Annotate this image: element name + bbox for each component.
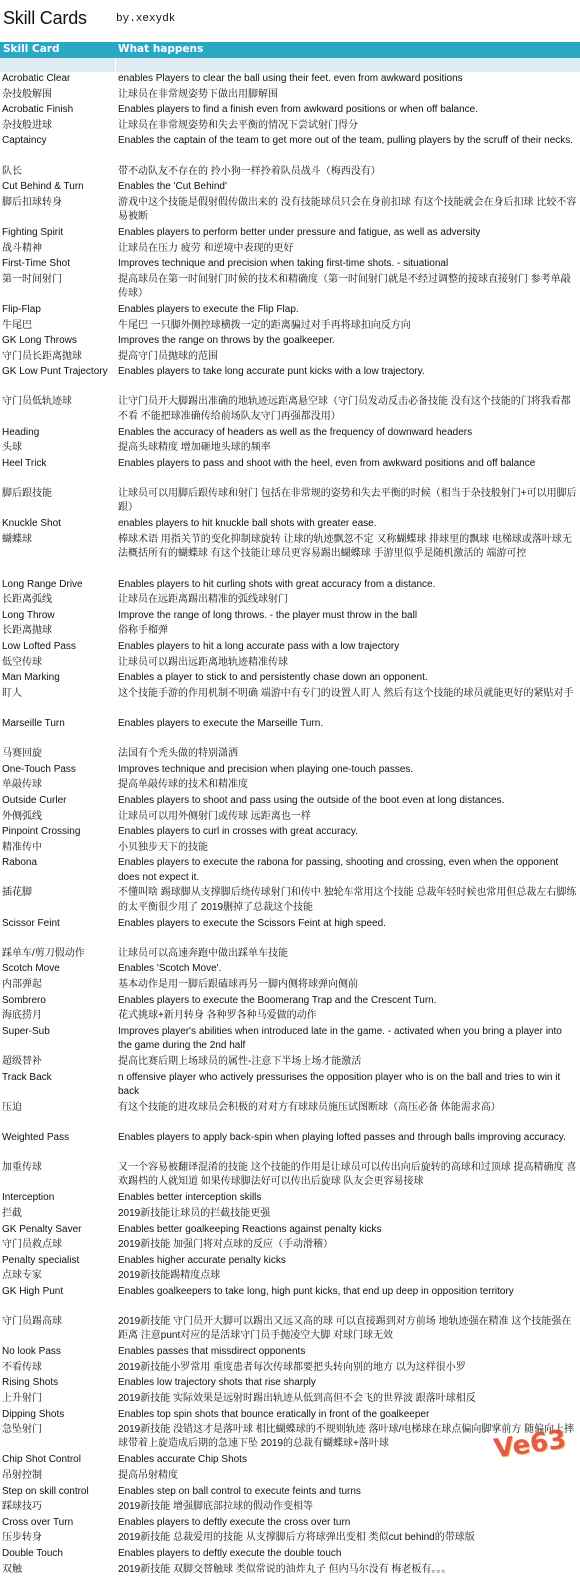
skill-card-description: 让球员可以用脚后跟传球和射门 包括在非常规的姿势和失去平衡的时候（相当于杂技般射门+可以用脚后跟） xyxy=(118,488,577,514)
skill-card-name: 单敲传球 xyxy=(2,779,42,791)
table-row xyxy=(0,257,580,273)
skill-card-name: Outside Curler xyxy=(2,794,67,806)
skill-card-name: 拦截 xyxy=(2,1207,22,1219)
table-row xyxy=(0,303,580,319)
table-row xyxy=(0,319,580,335)
table-row xyxy=(0,1408,580,1424)
skill-card-name: Fighting Spirit xyxy=(2,226,64,238)
skill-card-name: Cut Behind & Turn xyxy=(2,181,84,193)
skill-table-body xyxy=(0,72,580,1578)
author-credit: by.xexydk xyxy=(116,13,176,25)
skill-card-name: 上升射门 xyxy=(2,1393,42,1405)
skill-card-description: 又一个容易被翻译混淆的技能 这个技能的作用是让球员可以传出向后旋转的高球和过顶球 提高精确度 喜欢踢档的人就知道 如果传球脚法好可以传出后旋球 队友会更容易接球 xyxy=(118,1162,577,1188)
skill-card-name: Low Lofted Pass xyxy=(2,640,76,652)
table-row xyxy=(0,426,580,442)
skill-card-name: 守门员低轨迹球 xyxy=(2,396,72,408)
skill-card-description: 提高比赛后期上场球员的属性-注意下半场上场才能激活 xyxy=(118,1056,362,1068)
skill-card-description: 2019新技能 实际效果是远射时踢出轨迹从低到高但不会飞的世界波 跟落叶球相反 xyxy=(118,1393,476,1405)
skill-card-description: Improves player's abilities when introduced late in the game. - activated when you bring a player into the game during the 2nd half xyxy=(118,1025,562,1052)
skill-card-name: 长距离抛球 xyxy=(2,625,52,637)
skill-card-name: 加重传球 xyxy=(2,1162,42,1174)
skill-card-description: 法国有个秃头做的特别潇洒 xyxy=(118,748,238,760)
table-row xyxy=(0,1361,580,1377)
table-row xyxy=(0,1285,580,1315)
skill-card-description: Enables players to execute the Marseille Turn. xyxy=(118,717,324,729)
skill-card-name: Rabona xyxy=(2,857,38,869)
skill-card-name: Interception xyxy=(2,1192,55,1204)
skill-card-name: Marseille Turn xyxy=(2,717,65,729)
skill-card-name: 内部弹起 xyxy=(2,979,42,991)
skill-card-name: Double Touch xyxy=(2,1548,63,1560)
skill-card-name: 急坠射门 xyxy=(2,1424,42,1436)
skill-card-description: 让球员在非常规姿势和失去平衡的情况下尝试射门得分 xyxy=(118,119,358,131)
skill-card-name: GK Long Throws xyxy=(2,335,77,347)
skill-card-name: 守门员长距离抛球 xyxy=(2,350,82,362)
skill-card-description: 棒球术语 用指关节的变化抑制球旋转 让球的轨迹飘忽不定 又称蝴蝶球 排球里的飘球 电梯球或落叶球无法概括所有的蝴蝶球 有这个技能让球员更容易踢出蝴蝶球 手游里似乎是随机激活的 端游可控 xyxy=(118,533,572,560)
skill-card-description: Enables passes that missdirect opponents xyxy=(118,1346,306,1358)
skill-card-description: Enables players to take long accurate punt kicks with a low trajectory. xyxy=(118,366,425,378)
table-row xyxy=(0,1207,580,1223)
skill-card-description: Enables players to find a finish even from awkward positions or when off balance. xyxy=(118,104,479,116)
skill-card-name: 头球 xyxy=(2,442,22,454)
table-row xyxy=(0,1563,580,1578)
skill-card-description: Enables players to hit curling shots with great accuracy from a distance. xyxy=(118,578,436,590)
skill-card-name: Dipping Shots xyxy=(2,1408,65,1420)
skill-card-description: Enables a player to stick to and persistently chase down an opponent. xyxy=(118,672,428,684)
skill-card-name: 吊射控制 xyxy=(2,1470,42,1482)
table-row xyxy=(0,810,580,826)
skill-card-description: 让守门员开大脚踢出准确的地轨迹远距离悬空球（守门员发动反击必备技能 没有这个技能的门将我看都不看 不能把球准确传给前场队友守门再强都没用） xyxy=(118,396,571,422)
table-row xyxy=(0,395,580,425)
site-watermark-logo: Ve63 xyxy=(492,1424,569,1465)
skill-card-description: Improves technique and precision when playing one-touch passes. xyxy=(118,763,414,775)
table-row xyxy=(0,1101,580,1131)
skill-card-name: 战斗精神 xyxy=(2,242,42,254)
skill-card-name: Step on skill control xyxy=(2,1485,89,1497)
skill-card-description: Enables 'Scotch Move'. xyxy=(118,963,222,975)
skill-card-name: 盯人 xyxy=(2,687,22,699)
table-row xyxy=(0,103,580,119)
table-row xyxy=(0,1071,580,1101)
table-row xyxy=(0,917,580,947)
skill-card-description: Improves technique and precision when taking first-time shots. - situational xyxy=(118,258,449,270)
table-row xyxy=(0,1269,580,1285)
table-row xyxy=(0,794,580,810)
skill-card-name: 外侧弧线 xyxy=(2,810,42,822)
skill-card-name: Scissor Feint xyxy=(2,917,60,929)
table-row xyxy=(0,578,580,594)
table-row xyxy=(0,1131,580,1161)
skill-card-description: 提高吊射精度 xyxy=(118,1470,178,1482)
skill-card-name: Chip Shot Control xyxy=(2,1454,81,1466)
table-header xyxy=(0,42,580,58)
table-row xyxy=(0,856,580,886)
skill-card-description: Enables the captain of the team to get more out of the team, pulling players by the scruff of their necks. xyxy=(118,135,574,147)
table-row xyxy=(0,671,580,687)
skill-card-description: 2019新技能让球员的拦截技能更强 xyxy=(118,1207,271,1219)
table-row xyxy=(0,365,580,395)
skill-card-name: GK Low Punt Trajectory xyxy=(2,366,108,378)
page-title: Skill Cards xyxy=(3,8,87,28)
table-row xyxy=(0,640,580,656)
skill-card-description: 2019新技能小罗常用 重度患者每次传球都要把头转向别的地方 以为这样很小罗 xyxy=(118,1361,466,1373)
skill-card-description: Enables step on ball control to execute feints and turns xyxy=(118,1485,361,1497)
skill-card-description: n offensive player who actively pressurises the opposition player who is on the ball and tries to win it back xyxy=(118,1071,561,1097)
table-row xyxy=(0,978,580,994)
table-row xyxy=(0,1223,580,1239)
skill-card-description: 2019新技能 没错这才是落叶球 相比蝴蝶球的不规则轨迹 落叶球/电梯球在球点偏向脚掌前方 随偏向上摔 球带着上旋造成后期的急速下坠 2019的总裁有蝴蝶球+落叶球 xyxy=(118,1424,575,1450)
skill-card-name: No look Pass xyxy=(2,1346,61,1358)
skill-card-name: First-Time Shot xyxy=(2,258,70,270)
table-row xyxy=(0,1315,580,1345)
skill-card-name: 压步转身 xyxy=(2,1532,42,1544)
table-row xyxy=(0,778,580,794)
table-row xyxy=(0,334,580,350)
table-row xyxy=(0,1376,580,1392)
table-row xyxy=(0,242,580,258)
table-row xyxy=(0,656,580,672)
skill-card-name: 低空传球 xyxy=(2,656,42,668)
skill-card-name: Long Throw xyxy=(2,609,55,621)
skill-card-description: 2019新技能 守门员开大脚可以踢出又远又高的球 可以直接踢到对方前场 地轨迹强在精准 这个技能强在距离 注意punt对应的是活球守门员手抛凌空大脚 对球门球无效 xyxy=(118,1316,572,1342)
skill-card-name: 牛尾巴 xyxy=(2,319,32,331)
skill-card-description: Enables goalkeepers to take long, high punt kicks, that end up deep in opposition territory xyxy=(118,1285,514,1297)
skill-card-name: 压迫 xyxy=(2,1101,22,1113)
table-row xyxy=(0,1531,580,1547)
table-row xyxy=(0,487,580,517)
table-row xyxy=(0,747,580,763)
table-row xyxy=(0,609,580,625)
column-header-what-happens: What happens xyxy=(118,43,204,55)
table-row xyxy=(0,517,580,533)
table-row xyxy=(0,88,580,104)
column-header-skill-card: Skill Card xyxy=(3,43,60,55)
table-row xyxy=(0,763,580,779)
skill-card-description: 这个技能手游的作用机制不明确 端游中有专门的设置人盯人 然后有这个技能的球员就能更好的紧贴对手 xyxy=(118,687,574,699)
skill-card-name: 守门员救点球 xyxy=(2,1239,62,1251)
skill-card-name: 超级替补 xyxy=(2,1056,42,1068)
skill-card-description: enables Players to clear the ball using their feet. even from awkward positions xyxy=(118,73,463,84)
skill-card-name: Heading xyxy=(2,426,40,438)
table-row xyxy=(0,1485,580,1501)
skill-card-description: Enables players to execute the Boomerang Trap and the Crescent Turn. xyxy=(118,994,437,1006)
skill-card-name: 杂技般解围 xyxy=(2,88,52,100)
skill-card-name: Super-Sub xyxy=(2,1025,50,1037)
table-row xyxy=(0,1392,580,1408)
skill-card-description: 让球员可以踢出远距离地轨迹精准传球 xyxy=(118,656,288,668)
skill-card-description: Enables better goalkeeping Reactions against penalty kicks xyxy=(118,1223,382,1235)
skill-card-name: 不看传球 xyxy=(2,1361,42,1373)
skill-card-name: 第一时间射门 xyxy=(2,273,62,285)
skill-card-name: Sombrero xyxy=(2,994,46,1006)
skill-card-description: Enables players to execute the Flip Flap. xyxy=(118,303,299,315)
skill-card-name: Scotch Move xyxy=(2,963,60,975)
skill-card-description: 带不动队友不存在的 拎小狗一样拎着队员战斗（梅西没有） xyxy=(118,165,381,177)
skill-card-name: 海底捞月 xyxy=(2,1010,42,1022)
skill-card-description: Enables the accuracy of headers as well as the frequency of downward headers xyxy=(118,426,473,438)
skill-card-name: Acrobatic Clear xyxy=(2,73,71,84)
skill-card-name: 踩球技巧 xyxy=(2,1501,42,1513)
table-row xyxy=(0,1500,580,1516)
table-row xyxy=(0,350,580,366)
table-row xyxy=(0,1453,580,1469)
skill-card-description: Enables better interception skills xyxy=(118,1192,262,1204)
table-row xyxy=(0,624,580,640)
skill-card-description: 2019新技能 增强脚底部拉球的假动作变相等 xyxy=(118,1501,314,1513)
skill-card-name: 脚后扣球转身 xyxy=(2,196,62,208)
table-row xyxy=(0,119,580,135)
table-row xyxy=(0,1191,580,1207)
skill-card-name: One-Touch Pass xyxy=(2,763,76,775)
table-row xyxy=(0,226,580,242)
table-row xyxy=(0,1516,580,1532)
skill-card-name: 长距离弧线 xyxy=(2,594,52,606)
table-row xyxy=(0,273,580,303)
skill-card-name: GK High Punt xyxy=(2,1285,64,1297)
skill-card-name: Pinpoint Crossing xyxy=(2,826,81,838)
skill-card-description: 有这个技能的进攻球员会积极的对对方有球球员施压试图断球（高压必备 体能需求高） xyxy=(118,1101,501,1113)
table-row xyxy=(0,134,580,164)
skill-card-description: Enables accurate Chip Shots xyxy=(118,1454,247,1466)
table-row xyxy=(0,947,580,963)
skill-card-description: 2019新技能 双脚交替触球 类似常说的油炸丸子 但内马尔没有 梅老板有。。。 xyxy=(118,1563,452,1575)
skill-card-description: Improve the range of long throws. - the player must throw in the ball xyxy=(118,609,418,621)
skill-card-name: Acrobatic Finish xyxy=(2,104,74,116)
table-row xyxy=(0,180,580,196)
skill-card-description: 不懂叫啥 踢球脚从支撑脚后绕传球射门和传中 独轮车常用这个技能 总裁年轻时候也常用但总裁左右脚练的太平衡很少用了 2019删掉了总裁这个技能 xyxy=(118,887,577,913)
skill-card-description: 俗称手榴弹 xyxy=(118,625,168,637)
skill-card-name: 精准传中 xyxy=(2,841,42,853)
table-row xyxy=(0,165,580,181)
skill-card-description: 小贝独步天下的技能 xyxy=(118,841,208,853)
skill-card-name: 双触 xyxy=(2,1563,22,1575)
skill-card-description: enables players to hit knuckle ball shots with greater ease. xyxy=(118,518,377,530)
skill-card-description: Enables players to pass and shoot with the heel, even from awkward positions and off balance xyxy=(118,457,536,469)
skill-card-description: 提高球员在第一时间射门时候的技术和精确度（第一时间射门就是不经过调整的接球直接射门 参考单敲传球） xyxy=(118,273,571,299)
skill-card-description: Enables low trajectory shots that rise sharply xyxy=(118,1377,316,1389)
table-row xyxy=(0,196,580,226)
table-row xyxy=(0,1055,580,1071)
table-row xyxy=(0,1345,580,1361)
table-row xyxy=(0,687,580,717)
table-row xyxy=(0,1238,580,1254)
skill-card-description: 让球员可以用外侧射门或传球 远距离也一样 xyxy=(118,810,311,822)
skill-card-description: Enables players to deftly execute the cross over turn xyxy=(118,1516,351,1528)
skill-card-name: Man Marking xyxy=(2,672,60,684)
header xyxy=(0,0,580,42)
table-row xyxy=(0,886,580,916)
table-row xyxy=(0,1469,580,1485)
skill-card-description: 提高头球精度 增加砸地头球的频率 xyxy=(118,442,271,454)
skill-card-name: Cross over Turn xyxy=(2,1516,74,1528)
skill-card-description: 花式挑球+新月转身 各种罗各种马爱做的动作 xyxy=(118,1010,317,1022)
table-row xyxy=(0,962,580,978)
skill-card-name: Captaincy xyxy=(2,135,47,147)
skill-card-description: 提高单敲传球的技术和精准度 xyxy=(118,779,248,791)
skill-card-description: Enables top spin shots that bounce eratically in front of the goalkeeper xyxy=(118,1408,430,1420)
skill-card-name: 队长 xyxy=(2,165,22,177)
table-row xyxy=(0,1161,580,1191)
skill-card-description: Enables the 'Cut Behind' xyxy=(118,181,227,193)
skill-card-name: Knuckle Shot xyxy=(2,518,61,530)
skill-card-name: Flip-Flap xyxy=(2,303,41,315)
skill-card-description: Enables players to apply back-spin when playing lofted passes and through balls improving accuracy. xyxy=(118,1131,566,1143)
table-subheader xyxy=(0,58,580,72)
skill-card-name: 踩单车/剪刀假动作 xyxy=(2,947,85,959)
skill-card-name: 马赛回旋 xyxy=(2,748,42,760)
skill-card-description: Improves the range on throws by the goalkeeper. xyxy=(118,335,335,347)
table-row xyxy=(0,457,580,487)
skill-card-description: 2019新技能踢精度点球 xyxy=(118,1270,221,1282)
table-row xyxy=(0,841,580,857)
skill-card-name: Track Back xyxy=(2,1071,52,1083)
table-row xyxy=(0,1254,580,1270)
skill-card-name: 点球专家 xyxy=(2,1270,42,1282)
table-row xyxy=(0,1025,580,1055)
skill-card-description: 让球员在非常规姿势下做出用脚解围 xyxy=(118,88,278,100)
skill-card-name: 守门员踢高球 xyxy=(2,1316,62,1328)
skill-card-name: Penalty specialist xyxy=(2,1254,80,1266)
skill-card-description: 让球员可以高速奔跑中做出踩单车技能 xyxy=(118,947,288,959)
skill-card-description: 让球员在远距离踢出精准的弧线球射门 xyxy=(118,594,288,606)
skill-card-description: Enables players to execute the rabona for passing, shooting and crossing, even when the opponent does not expect it. xyxy=(118,857,559,883)
skill-card-description: Enables players to execute the Scissors Feint at high speed. xyxy=(118,917,386,929)
skill-card-name: Rising Shots xyxy=(2,1377,59,1389)
table-row xyxy=(0,717,580,747)
skill-card-name: 插花脚 xyxy=(2,887,32,899)
skill-card-description: Enables players to deftly execute the double touch xyxy=(118,1548,342,1560)
skill-card-description: 牛尾巴 一只脚外侧控球横拨一定的距离骗过对手再将球扣向反方向 xyxy=(118,319,411,331)
table-row xyxy=(0,533,580,578)
skill-card-name: 脚后跟技能 xyxy=(2,488,52,500)
skill-card-description: 基本动作是用一脚后跟磕球再另一脚内侧将球弹向侧前 xyxy=(118,979,358,991)
skill-card-description: 让球员在压力 疲劳 和逆境中表现的更好 xyxy=(118,242,294,254)
skill-card-name: 蝴蝶球 xyxy=(2,533,32,545)
skill-card-name: Weighted Pass xyxy=(2,1131,70,1143)
skill-card-description: Enables players to curl in crosses with great accuracy. xyxy=(118,826,358,838)
skill-card-description: Enables players to shoot and pass using the outside of the boot even at long distances. xyxy=(118,794,505,806)
skill-card-description: 2019新技能 加强门将对点球的反应（手动滑稽） xyxy=(118,1239,334,1251)
table-row xyxy=(0,593,580,609)
skill-card-description: 提高守门员抛球的范围 xyxy=(118,350,218,362)
skill-card-name: Long Range Drive xyxy=(2,578,83,590)
skill-card-name: Heel Trick xyxy=(2,457,47,469)
skill-card-name: 杂技般进球 xyxy=(2,119,52,131)
skill-card-description: 2019新技能 总裁爱用的技能 从支撑脚后方将球弹出变相 类似cut behind的带球版 xyxy=(118,1532,475,1544)
skill-card-name: GK Penalty Saver xyxy=(2,1223,82,1235)
table-row xyxy=(0,72,580,88)
table-row xyxy=(0,825,580,841)
skill-card-description: Enables players to perform better under pressure and fatigue, as well as adversity xyxy=(118,226,481,238)
skill-card-description: Enables higher accurate penalty kicks xyxy=(118,1254,286,1266)
table-row xyxy=(0,994,580,1010)
skill-card-description: 游戏中这个技能是假射假传做出来的 没有技能球员只会在身前扣球 有这个技能就会在身后扣球 比较不容易被断 xyxy=(118,196,577,222)
table-row xyxy=(0,1547,580,1563)
table-row xyxy=(0,1009,580,1025)
skill-card-description: Enables players to hit a long accurate pass with a low trajectory xyxy=(118,640,400,652)
table-row xyxy=(0,441,580,457)
